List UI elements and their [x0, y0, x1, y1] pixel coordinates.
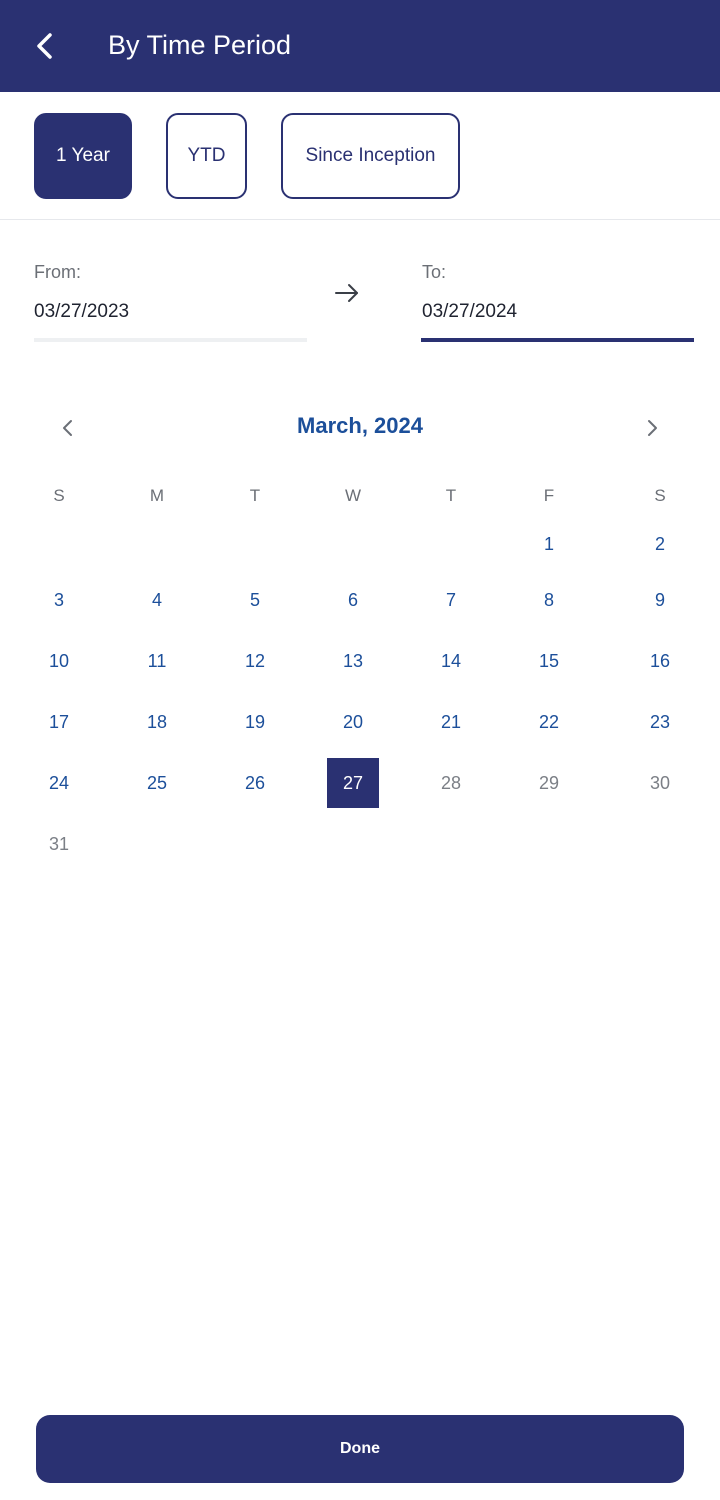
- calendar-day[interactable]: 7: [445, 589, 456, 610]
- calendar-day[interactable]: 1: [543, 533, 554, 554]
- calendar-day[interactable]: 6: [347, 589, 358, 610]
- to-date-field[interactable]: 03/27/2024: [422, 301, 518, 322]
- calendar-day[interactable]: 18: [146, 711, 168, 732]
- calendar-day: 31: [48, 833, 70, 854]
- calendar-day[interactable]: 24: [48, 772, 70, 793]
- to-label: To:: [422, 262, 447, 282]
- from-date-field[interactable]: 03/27/2023: [34, 301, 130, 322]
- weekday-header: S: [654, 486, 666, 505]
- chevron-left-icon: [26, 26, 66, 66]
- period-chip-1-year[interactable]: 1 Year: [34, 113, 132, 199]
- calendar-day[interactable]: 15: [538, 650, 560, 671]
- calendar-day[interactable]: 22: [538, 711, 560, 732]
- calendar-day[interactable]: 17: [48, 711, 70, 732]
- calendar-day[interactable]: 20: [342, 711, 364, 732]
- calendar-day[interactable]: 16: [649, 650, 671, 671]
- calendar-day: 30: [649, 772, 671, 793]
- weekday-header: M: [149, 486, 165, 505]
- calendar-day[interactable]: 5: [249, 589, 260, 610]
- back-button[interactable]: [26, 26, 66, 66]
- done-button[interactable]: Done: [36, 1415, 684, 1483]
- from-date-underline: [34, 338, 307, 342]
- calendar-day[interactable]: 8: [543, 589, 554, 610]
- weekday-header: W: [344, 486, 362, 505]
- next-month-button[interactable]: [638, 414, 666, 442]
- calendar-day[interactable]: 25: [146, 772, 168, 793]
- chevron-right-icon: [638, 414, 666, 442]
- calendar-day[interactable]: 19: [244, 711, 266, 732]
- calendar-day[interactable]: 12: [244, 650, 266, 671]
- to-date-underline: [421, 338, 694, 342]
- from-label: From:: [34, 262, 81, 282]
- weekday-header: F: [543, 486, 555, 505]
- period-chip-ytd[interactable]: YTD: [166, 113, 247, 199]
- calendar-day[interactable]: 10: [48, 650, 70, 671]
- calendar-day[interactable]: 13: [342, 650, 364, 671]
- app-bar: [0, 0, 720, 92]
- calendar-day[interactable]: 4: [151, 589, 162, 610]
- section-divider: [0, 219, 720, 220]
- calendar-day[interactable]: 2: [654, 533, 665, 554]
- weekday-header: S: [53, 486, 65, 505]
- calendar-day[interactable]: 23: [649, 711, 671, 732]
- calendar-day[interactable]: 11: [147, 650, 167, 671]
- calendar-day[interactable]: 26: [244, 772, 266, 793]
- calendar-day[interactable]: 3: [53, 589, 64, 610]
- weekday-header: T: [249, 486, 261, 505]
- calendar-day: 29: [538, 772, 560, 793]
- calendar-day[interactable]: 14: [440, 650, 462, 671]
- calendar-day[interactable]: 21: [440, 711, 462, 732]
- page-title: By Time Period: [108, 30, 292, 60]
- calendar-day[interactable]: 9: [654, 589, 665, 610]
- calendar-day: 28: [440, 772, 462, 793]
- calendar-month-title: March, 2024: [297, 413, 423, 438]
- weekday-header: T: [445, 486, 457, 505]
- calendar-day-selected[interactable]: 27: [327, 758, 379, 808]
- period-chip-since-inception[interactable]: Since Inception: [281, 113, 460, 199]
- arrow-right-icon: [334, 281, 360, 305]
